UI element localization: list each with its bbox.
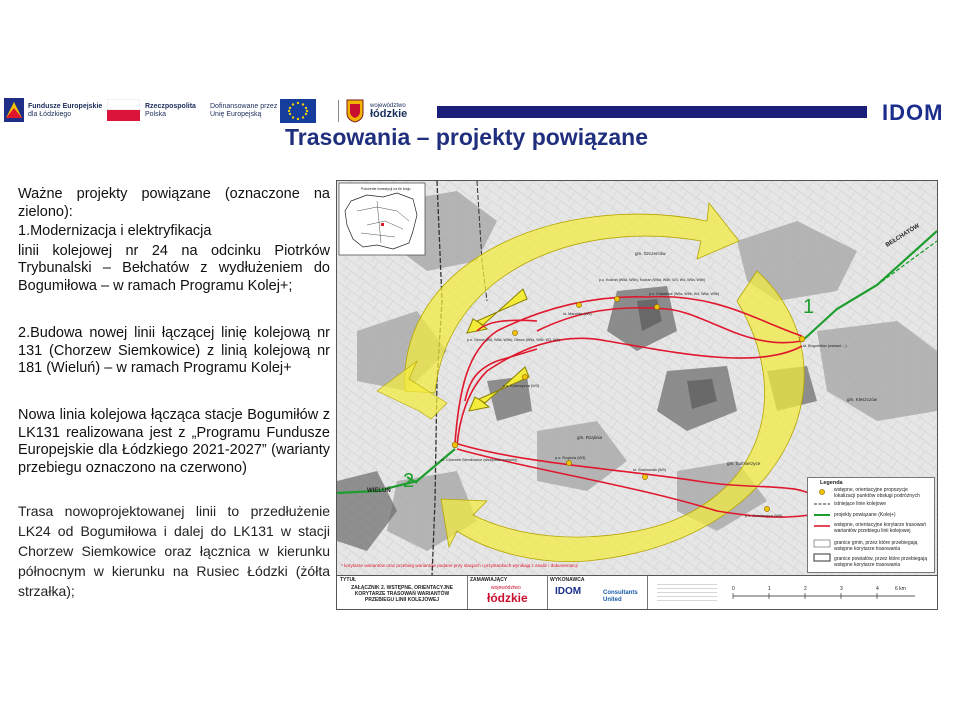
idom-logo: IDOM <box>882 100 944 125</box>
paragraph-3: Nowa linia kolejowa łącząca stacje Bogumiłów z LK131 realizowana jest z „Programu Fundusze Europejskie dla Łódzkiego 2021-2027” (warianty przebiegu oznaczono na czerwono) <box>18 407 330 476</box>
label-project-2: 2 <box>403 470 415 492</box>
legend-station-icon <box>819 489 824 494</box>
legend-item-powiaty: granice powiatów, przez które przebiegają wstępne korytarze trasowania <box>834 556 928 568</box>
scale-1: 1 <box>768 586 771 592</box>
logo3-line2: Unię Europejską <box>210 111 262 118</box>
paragraph-2: 2.Budowa nowej linii łączącej linię kolejową nr 131 (Chorzew Siemkowice) z linią kolejową nr 181 (Wieluń) – w ramach Programu Kolej+ <box>18 325 330 376</box>
logo-lodzkie <box>338 98 433 126</box>
scale-bar <box>729 582 919 606</box>
logo3-line1: Dofinansowane przez <box>210 103 278 110</box>
label-marcelin: st. Marcelin (W5) <box>563 312 592 316</box>
logo4-line1: województwo <box>370 103 406 109</box>
inset-title: Położenie inwestycji na tle kraju <box>361 187 411 191</box>
poland-outline <box>345 193 417 249</box>
paragraph-1-head: 1.Modernizacja i elektryfikacja <box>18 223 212 239</box>
slide-title: Trasowania – projekty powiązane <box>285 124 649 150</box>
logo1-line1: Fundusze Europejskie <box>28 103 103 110</box>
scale-3: 3 <box>840 586 843 592</box>
paragraph-1-body: linii kolejowej nr 24 na odcinku Piotrków Trybunalski – Bełchatów z wydłużeniem do Bogumiłowa – w ramach Programu Kolej+; <box>18 242 330 294</box>
logo2-line1: Rzeczpospolita <box>145 103 196 110</box>
label-kleszczow: gm. Kleszczów <box>847 397 878 402</box>
zamawiajacy-line1: województwo <box>491 585 521 591</box>
header-bar <box>437 106 867 118</box>
logo-rp <box>107 98 202 124</box>
label-kuleczyzna: p.o. Kuleczyzna (W3) <box>503 384 540 388</box>
legend-item-variants: wstępne, orientacyjne korytarze trasowań wariantów przebiegu linii kolejowej <box>834 522 926 534</box>
label-obrow: p.o. Obrów (W5, W5a, W5b), Obrów (W5a, W5b, W3, W4) <box>467 338 560 342</box>
legend-item-related: projekty powiązane (Kolej+) <box>834 512 896 518</box>
label-szczercow: gm. Szczerców <box>635 251 666 256</box>
wykonawca-header: WYKONAWCA <box>550 577 585 583</box>
scale-unit: 6 km <box>895 586 906 592</box>
voivodeship-crest-icon <box>346 99 364 123</box>
label-rzasnia-gm: gm. Rząśnia <box>577 435 603 440</box>
logo4-line2: łódzkie <box>370 108 408 120</box>
label-bogumilow: st. Bogumiłów (wariant ...) <box>803 344 847 348</box>
zamawiajacy-header: ZAMAWIAJĄCY <box>470 577 508 583</box>
tytul-text: ZAŁĄCZNIK 2. WSTĘPNE, ORIENTACYJNE KORYTARZE TRASOWAŃ WARIANTÓW PRZEBIEGU LINII KOLEJOWEJ <box>351 585 453 603</box>
wykonawca-cu: Consultants United <box>603 590 638 603</box>
label-wielun: WIELUŃ <box>367 488 391 494</box>
logo-fundusze <box>4 98 104 124</box>
wykonawca-idom: IDOM <box>555 586 582 597</box>
eu-funds-icon <box>4 98 24 122</box>
logo-ue <box>210 98 320 124</box>
map-warning: * korytarze wariantów oraz przebieg wariantów podane przy stacjach i przystankach wynikają z analiz i dokumentacji <box>341 563 578 568</box>
paragraph-4: Trasa nowoprojektowanej linii to przedłużenie LK24 od Bogumiłowa i dalej do LK131 w stacji Chorzew Siemkowice oraz łącznica w kierunku północnym w kierunku na Rusiec Łódzki (żółta strzałka); <box>18 503 330 599</box>
eu-flag-icon <box>280 99 316 123</box>
label-kodran: p.o. Kodrań (W5a, W5b), Kodrań (W5a, W5b, W3, W4, W5a, W5b) <box>599 278 706 282</box>
logo1-line2: dla Łódzkiego <box>28 111 72 118</box>
label-sulmierzyce-gm: gm. Sulmierzyce <box>727 461 761 466</box>
legend-item-stations: wstępne, orientacyjne propozycje lokalizacji punktów obsługi podróżnych <box>834 487 920 499</box>
map-title-block <box>337 575 937 610</box>
map-legend <box>807 477 935 573</box>
related-projects-text <box>18 186 330 295</box>
legend-powiat-box <box>814 554 830 561</box>
scale-2: 2 <box>804 586 807 592</box>
zamawiajacy-line2: łódzkie <box>487 591 528 605</box>
label-belchatow: BEŁCHATÓW <box>884 223 921 249</box>
tytul-header: TYTUŁ <box>340 577 357 583</box>
legend-item-gminy: granice gmin, przez które przebiegają wstępne korytarze trasowania <box>834 540 918 552</box>
scale-4: 4 <box>876 586 879 592</box>
legend-item-existing: istniejące linie kolejowe <box>834 501 886 507</box>
label-project-1: 1 <box>803 296 815 318</box>
label-rzasnia: p.o. Rząśnia (W3) <box>555 456 586 460</box>
legend-title: Legenda <box>820 480 843 486</box>
route-map <box>336 180 938 610</box>
legend-gmina-box <box>814 540 830 547</box>
paragraph-intro: Ważne projekty powiązane (oznaczone na zielono): <box>18 186 330 220</box>
logo2-line2: Polska <box>145 111 167 118</box>
label-chorzew: st. Chorzew Siemkowice (wszystkie warianty) <box>441 458 518 462</box>
label-suchowola: st. Suchowola (W3) <box>633 468 666 472</box>
scale-0: 0 <box>732 586 735 592</box>
label-sulmierzyce: p.o. Sulmierzyce (W5) <box>745 514 783 518</box>
label-chabielice: p.o. Chabielice (W5a, W5b, W4, W5a, W5b) <box>649 292 720 296</box>
polish-flag-icon <box>107 99 140 121</box>
notes-placeholder <box>657 584 717 602</box>
